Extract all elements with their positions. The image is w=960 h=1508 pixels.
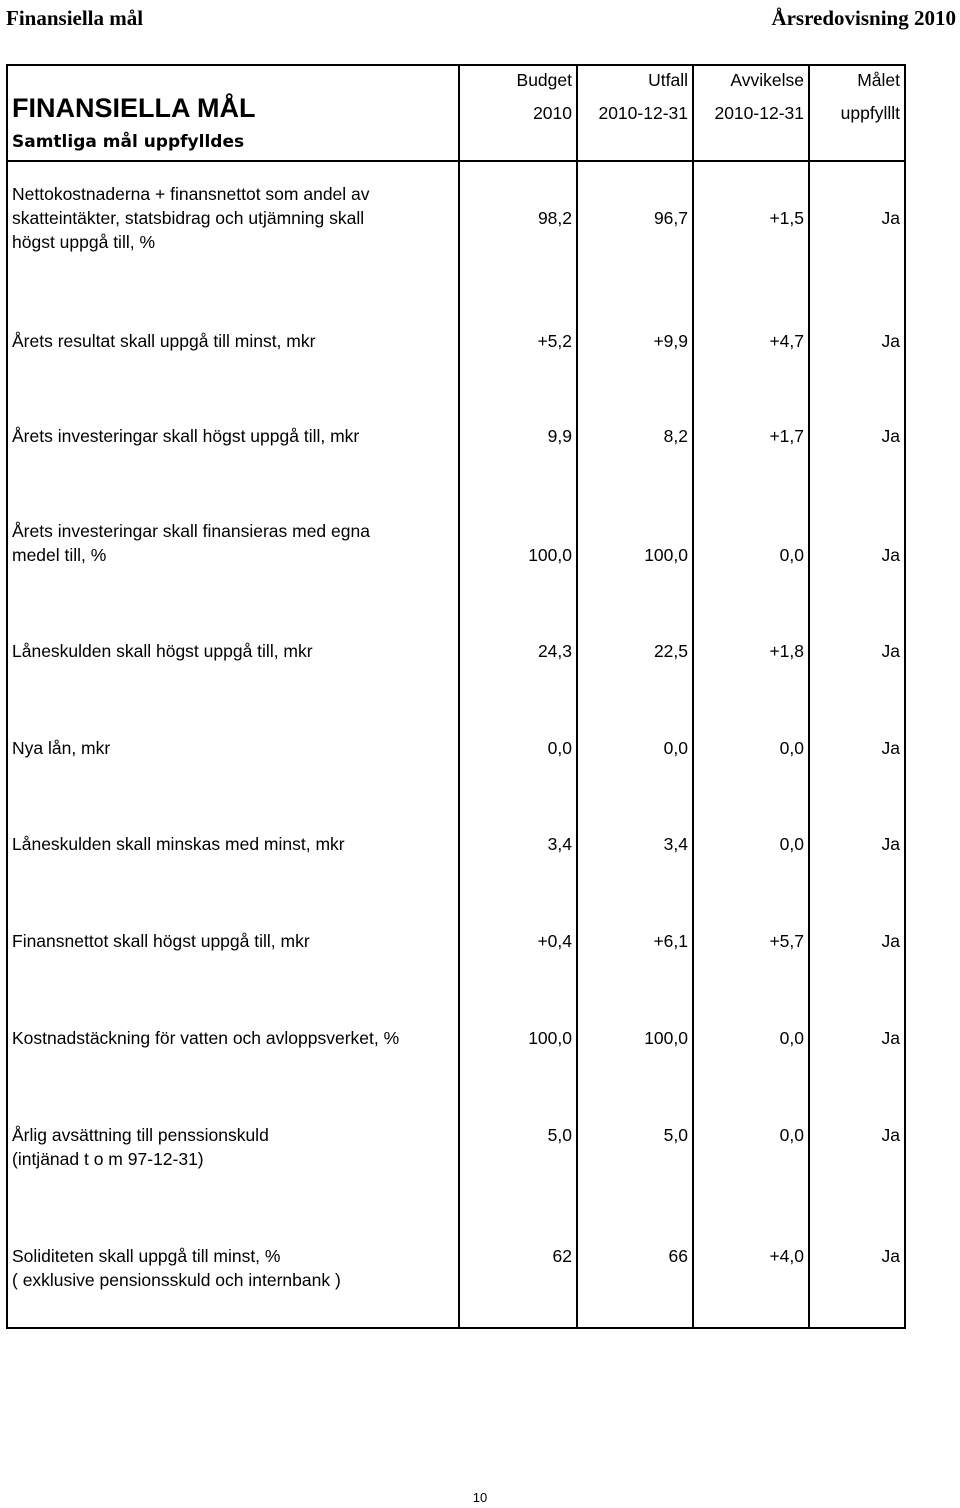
column-header-sub: 2010-12-31 [714, 103, 804, 123]
value-avvikelse: 0,0 [779, 1028, 804, 1048]
goal-description: Låneskulden skall högst uppgå till, mkr [12, 641, 313, 661]
column-header-label: Avvikelse [730, 70, 804, 90]
value-utfall: 5,0 [663, 1125, 688, 1145]
goal-description: Kostnadstäckning för vatten och avloppsverket, % [12, 1028, 400, 1048]
value-uppfyllt: Ja [881, 834, 900, 854]
value-uppfyllt: Ja [881, 1125, 900, 1145]
value-budget: +5,2 [537, 331, 572, 351]
goal-description: Finansnettot skall högst uppgå till, mkr [12, 931, 310, 951]
value-utfall: 8,2 [663, 426, 688, 446]
column-divider [692, 66, 694, 1327]
goal-description: Årets investeringar skall högst uppgå till, mkr [12, 426, 360, 446]
value-uppfyllt: Ja [881, 641, 900, 661]
goal-description: Årets investeringar skall finansieras med egna [12, 521, 370, 541]
value-utfall: +6,1 [653, 931, 688, 951]
value-avvikelse: 0,0 [779, 545, 804, 565]
value-uppfyllt: Ja [881, 1246, 900, 1266]
value-utfall: 100,0 [644, 1028, 688, 1048]
header-report-name: Årsredovisning 2010 [771, 6, 956, 30]
value-uppfyllt: Ja [881, 331, 900, 351]
goal-description: Nettokostnaderna + finansnettot som andel av [12, 184, 370, 204]
value-avvikelse: +1,7 [769, 426, 804, 446]
goal-description: Nya lån, mkr [12, 738, 111, 758]
value-uppfyllt: Ja [881, 208, 900, 228]
goal-description: Låneskulden skall minskas med minst, mkr [12, 834, 345, 854]
value-avvikelse: +4,7 [769, 331, 804, 351]
goal-description: (intjänad t o m 97-12-31) [12, 1149, 204, 1169]
value-budget: 62 [552, 1246, 572, 1266]
value-utfall: 96,7 [653, 208, 688, 228]
header-divider [8, 160, 904, 162]
table-title: FINANSIELLA MÅL [12, 93, 256, 123]
value-utfall: 100,0 [644, 545, 688, 565]
value-budget: 5,0 [547, 1125, 572, 1145]
column-divider [576, 66, 578, 1327]
column-header-label: Målet [857, 70, 900, 90]
value-utfall: +9,9 [653, 331, 688, 351]
value-avvikelse: +5,7 [769, 931, 804, 951]
goal-description: medel till, % [12, 545, 107, 565]
column-header-sub: 2010 [533, 103, 572, 123]
value-avvikelse: 0,0 [779, 1125, 804, 1145]
value-avvikelse: +4,0 [769, 1246, 804, 1266]
value-uppfyllt: Ja [881, 545, 900, 565]
value-utfall: 0,0 [663, 738, 688, 758]
column-header-sub: uppfylllt [840, 103, 900, 123]
value-uppfyllt: Ja [881, 931, 900, 951]
value-utfall: 66 [668, 1246, 688, 1266]
value-utfall: 22,5 [653, 641, 688, 661]
value-uppfyllt: Ja [881, 426, 900, 446]
page-number: 10 [472, 1490, 488, 1505]
column-header-label: Budget [516, 70, 572, 90]
column-header-sub: 2010-12-31 [598, 103, 688, 123]
value-budget: 3,4 [547, 834, 572, 854]
value-budget: 98,2 [537, 208, 572, 228]
value-uppfyllt: Ja [881, 1028, 900, 1048]
goal-description: högst uppgå till, % [12, 232, 156, 252]
value-budget: 9,9 [547, 426, 572, 446]
goal-description: Årets resultat skall uppgå till minst, mkr [12, 331, 316, 351]
value-uppfyllt: Ja [881, 738, 900, 758]
column-header-label: Utfall [648, 70, 688, 90]
value-budget: 100,0 [528, 1028, 572, 1048]
value-budget: 0,0 [547, 738, 572, 758]
value-budget: +0,4 [537, 931, 572, 951]
value-utfall: 3,4 [663, 834, 688, 854]
value-budget: 24,3 [537, 641, 572, 661]
goal-description: Årlig avsättning till penssionskuld [12, 1125, 269, 1145]
value-avvikelse: +1,8 [769, 641, 804, 661]
table-subtitle: Samtliga mål uppfylldes [12, 132, 245, 152]
goal-description: ( exklusive pensionsskuld och internbank ) [12, 1270, 341, 1290]
value-avvikelse: +1,5 [769, 208, 804, 228]
value-avvikelse: 0,0 [779, 834, 804, 854]
column-divider [808, 66, 810, 1327]
value-budget: 100,0 [528, 545, 572, 565]
financial-goals-table [6, 64, 906, 1329]
column-divider [458, 66, 460, 1327]
goal-description: skatteintäkter, statsbidrag och utjämning skall [12, 208, 365, 228]
header-title: Finansiella mål [6, 6, 144, 30]
value-avvikelse: 0,0 [779, 738, 804, 758]
goal-description: Soliditeten skall uppgå till minst, % [12, 1246, 281, 1266]
